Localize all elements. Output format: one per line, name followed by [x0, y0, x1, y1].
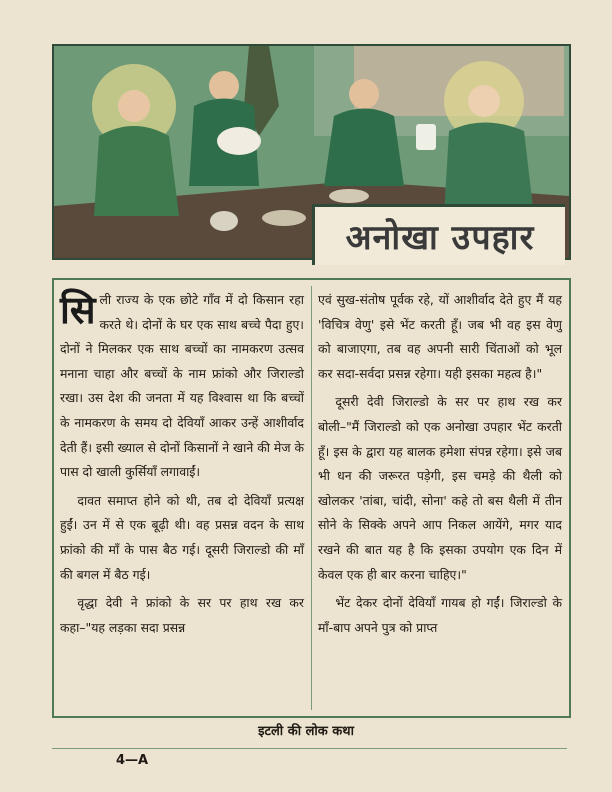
right-column — [318, 288, 562, 640]
story-title: अनोखा उपहार — [345, 218, 535, 258]
paragraph-text: ली राज्य के एक छोटे गाँव में दो किसान रहा करते थे। दोनों के घर एक साथ बच्चे पैदा हुए। दोनों ने मिलकर एक साथ बच्चों का नामकरण उत्सव मनाना चाहा और बच्चों के नाम फ्रांको और जिराल्डो रखा। उस देश की जनता में यह विश्वास था कि बच्चों के नामकरण के समय दो देवियाँ आकर उन्हें आशीर्वाद देती हैं। इसी ख्याल से दोनों किसानों ने खाने की मेज के पास दो खाली कुर्सियाँ लगावाईं। — [60, 292, 304, 480]
drop-cap: सि — [60, 288, 96, 332]
paragraph: एवं सुख-संतोष पूर्वक रहे, यों आशीर्वाद देते हुए मैं यह 'विचित्र वेणु' इसे भेंट करती हूँ। जब भी वह इस वेणु को बाजाएगा, तब वह अपनी सारी चिंताओं को भूल कर सदा-सर्वदा प्रसन्न रहेगा। यही इसका महत्व है।" — [318, 292, 562, 381]
title-box — [312, 204, 565, 265]
paragraph: दावत समाप्त होने को थी, तब दो देवियाँ प्रत्यक्ष हुईं। उन में से एक बूढ़ी थी। वह प्रसन्न वदन के साथ फ्रांको की माँ के पास बैठ गई। दूसरी जिराल्डो की माँ की बगल में बैठ गई। — [60, 492, 304, 582]
footer-caption: इटली की लोक कथा — [258, 724, 354, 739]
paragraph: भेंट देकर दोनों देवियाँ गायब हो गईं। जिराल्डो के माँ-बाप अपने पुत्र को प्राप्त — [318, 595, 562, 635]
paragraph — [60, 288, 304, 485]
left-column — [60, 288, 304, 640]
page-number: 4—A — [116, 753, 149, 768]
bottom-rule — [52, 748, 567, 749]
story-text-frame — [52, 278, 571, 718]
column-divider — [311, 286, 312, 710]
paragraph: वृद्धा देवी ने फ्रांको के सर पर हाथ रख कर कहा–"यह लड़का सदा प्रसन्न — [60, 595, 304, 635]
paragraph: दूसरी देवी जिराल्डो के सर पर हाथ रख कर बोली–"मैं जिराल्डो को एक अनोखा उपहार भेंट करती हूँ। इस के द्वारा यह बालक हमेशा संपन्न रहेगा। इसे जब भी धन की जरूरत पड़ेगी, इस चमड़े की थैली को खोलकर 'तांबा, चांदी, सोना' कहे तो बस थैली में तीन सोने के सिक्के अपने आप निकल आयेंगे, मगर याद रखने की बात यह है कि इसका उपयोग एक दिन में केवल एक ही बार करना चाहिए।" — [318, 394, 562, 582]
